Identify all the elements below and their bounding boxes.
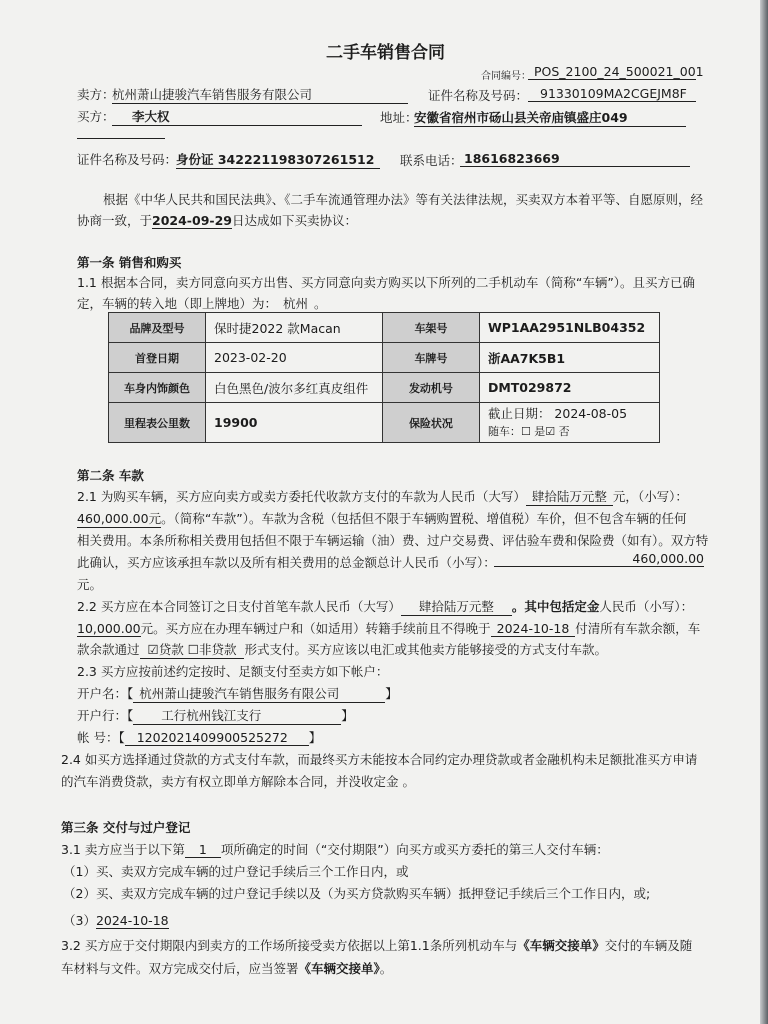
article-2-2-line1: 2.2 买方应在本合同签订之日支付首笔车款人民币（大写） 肆拾陆万元整 。其中包括定金人民币（小写）： xyxy=(77,599,694,614)
buyer-id-value: 身份证 342221198307261512 xyxy=(176,150,380,169)
table-cell: 浙AA7K5B1 xyxy=(479,343,659,373)
table-cell: 车牌号 xyxy=(382,343,479,373)
table-cell: 首登日期 xyxy=(109,343,206,373)
account-name-row: 开户名：【 杭州萧山捷骏汽车销售服务有限公司 】 xyxy=(77,686,398,701)
buyer-phone-value: 18616823669 xyxy=(460,151,690,167)
table-cell: DMT029872 xyxy=(479,373,659,403)
insurance-expiry: 截止日期： 2024-08-05 xyxy=(487,405,628,421)
table-cell: 车身内饰颜色 xyxy=(109,373,206,403)
article-2-p1-line4: 此确认，买方应该承担车款以及所有相关费用的总金额总计人民币（小写）： xyxy=(77,555,496,570)
amount-in-words: 肆拾陆万元整 xyxy=(526,487,613,506)
delivery-item-number: 1 xyxy=(185,842,221,858)
table-row xyxy=(109,313,660,343)
seller-id-value: 91330109MA2CGEJM8F xyxy=(528,86,696,102)
table-cell: 保险状况 xyxy=(382,403,479,443)
buyer-phone-label: 联系电话： xyxy=(400,153,463,168)
article-2-4-line1: 2.4 如买方选择通过贷款的方式支付车款，而最终买方未能按本合同约定办理贷款或者金融机构未足额批准买方申请 xyxy=(61,752,698,767)
table-row xyxy=(109,343,660,373)
with-car-options: 随车：☐ 是☑ 否 xyxy=(487,424,570,438)
article-1-p1b: 定，车辆的转入地（即上牌地）为： 杭州 。 xyxy=(77,296,327,311)
delivery-option-2: （2）买、卖双方完成车辆的过户登记手续以及（为买方贷款购买车辆）抵押登记手续后三个工作日内，或; xyxy=(63,886,651,901)
intro-line-2: 协商一致，于2024-09-29日达成如下买卖协议： xyxy=(77,213,357,228)
article-2-p1-line2: 460,000.00元。（简称“车款”）。车款为含税（包括但不限于车辆购置税、增值税）车价，但不包含车辆的任何 xyxy=(77,511,687,526)
seller-id-label: 证件名称及号码： xyxy=(428,88,529,103)
amount-in-figures: 460,000.00元 xyxy=(77,511,162,526)
vehicle-table xyxy=(108,312,660,443)
account-name: 杭州萧山捷骏汽车销售服务有限公司 xyxy=(133,684,385,703)
table-row xyxy=(109,403,660,443)
payment-method: ☑贷款 ☐非贷款 xyxy=(140,640,245,659)
article-1-title: 第一条 销售和购买 xyxy=(77,255,182,270)
page-title: 二手车销售合同 xyxy=(326,43,445,63)
article-2-title: 第二条 车款 xyxy=(77,468,144,483)
article-2-p1: 2.1 为购买车辆，买方应向卖方或卖方委托代收款方支付的车款为人民币（大写） 肆拾陆万元整 元，（小写）： xyxy=(77,489,688,504)
article-3-1: 3.1 卖方应当于以下第 1 项所确定的时间（“交付期限”）向买方或买方委托的第三人交付车辆： xyxy=(61,842,609,857)
deposit-amount: 10,000.00 xyxy=(77,621,141,636)
article-3-title: 第三条 交付与过户登记 xyxy=(61,820,191,835)
agreement-date: 2024-09-29 xyxy=(152,213,232,228)
buyer-address-label: 地址： xyxy=(380,110,418,125)
bank-row: 开户行：【 工行杭州钱江支行 】 xyxy=(77,708,354,723)
table-cell: 发动机号 xyxy=(382,373,479,403)
address-continuation-line xyxy=(77,138,165,139)
article-1-p1: 1.1 根据本合同，卖方同意向买方出售、买方同意向卖方购买以下所列的二手机动车（简称“车辆”）。且买方已确 xyxy=(77,275,696,290)
registration-city: 杭州 xyxy=(277,294,314,313)
contract-no-label: 合同编号： xyxy=(481,71,531,82)
delivery-date: 2024-10-18 xyxy=(95,913,169,928)
table-cell: 2023-02-20 xyxy=(206,343,383,373)
table-row xyxy=(109,373,660,403)
first-payment-words: 肆拾陆万元整 xyxy=(401,597,512,616)
article-2-4-line2: 的汽车消费贷款，卖方有权立即单方解除本合同，并没收定金 。 xyxy=(61,774,415,789)
article-3-2-line2: 车材料与文件。双方完成交付后，应当签署《车辆交接单》。 xyxy=(61,961,393,976)
article-2-p1-line5: 元。 xyxy=(77,577,103,592)
article-2-2-line3: 款余款通过 ☑贷款 ☐非贷款 形式支付。买方应该以电汇或其他卖方能够接受的方式支付车款。 xyxy=(77,642,607,657)
delivery-option-3: （3）2024-10-18 xyxy=(63,913,169,928)
total-amount: 460,000.00 xyxy=(494,551,704,567)
article-2-3: 2.3 买方应按前述约定按时、足额支付至卖方如下帐户： xyxy=(77,664,389,679)
background-edge xyxy=(760,0,768,1024)
buyer-address-value: 安徽省宿州市砀山县关帝庙镇盛庄049 xyxy=(414,108,686,127)
table-cell: 车架号 xyxy=(382,313,479,343)
contract-no-value: POS_2100_24_500021_001 xyxy=(528,64,696,80)
table-cell: 里程表公里数 xyxy=(109,403,206,443)
table-cell: 19900 xyxy=(206,403,383,443)
article-2-2-line2: 10,000.00元。买方应在办理车辆过户和（如适用）转籍手续前且不得晚于 2024-10-18 付清所有车款余额，车 xyxy=(77,621,701,636)
article-2-p1-line3: 相关费用。本条所称相关费用包括但不限于车辆运输（油）费、过户交易费、评估验车费和保险费（如有）。双方特 xyxy=(77,533,709,548)
buyer-label: 买方： xyxy=(77,109,115,124)
buyer-id-label: 证件名称及号码： xyxy=(77,152,178,167)
table-cell xyxy=(479,403,659,443)
article-3-2-line1: 3.2 买方应于交付期限内到卖方的工作场所接受卖方依据以上第1.1条所列机动车与《车辆交接单》交付的车辆及随 xyxy=(61,938,693,953)
seller-name: 杭州萧山捷骏汽车销售服务有限公司 xyxy=(112,85,408,104)
delivery-option-1: （1）买、卖双方完成车辆的过户登记手续后三个工作日内，或 xyxy=(63,864,409,879)
table-cell: WP1AA2951NLB04352 xyxy=(479,313,659,343)
buyer-name: 李大权 xyxy=(112,107,362,126)
table-cell: 保时捷2022 款Macan xyxy=(206,313,383,343)
intro-line-1: 根据《中华人民共和国民法典》、《二手车流通管理办法》等有关法律法规，买卖双方本着平等、自愿原则，经 xyxy=(103,192,704,207)
seller-label: 卖方： xyxy=(77,87,115,102)
balance-due-date: 2024-10-18 xyxy=(491,621,576,637)
account-number-row: 帐 号：【 1202021409900525272 】 xyxy=(77,730,322,745)
table-cell: 白色黑色/波尔多红真皮组件 xyxy=(206,373,383,403)
table-cell: 品牌及型号 xyxy=(109,313,206,343)
bank-name: 工行杭州钱江支行 xyxy=(133,706,341,725)
account-number: 1202021409900525272 xyxy=(125,730,309,746)
